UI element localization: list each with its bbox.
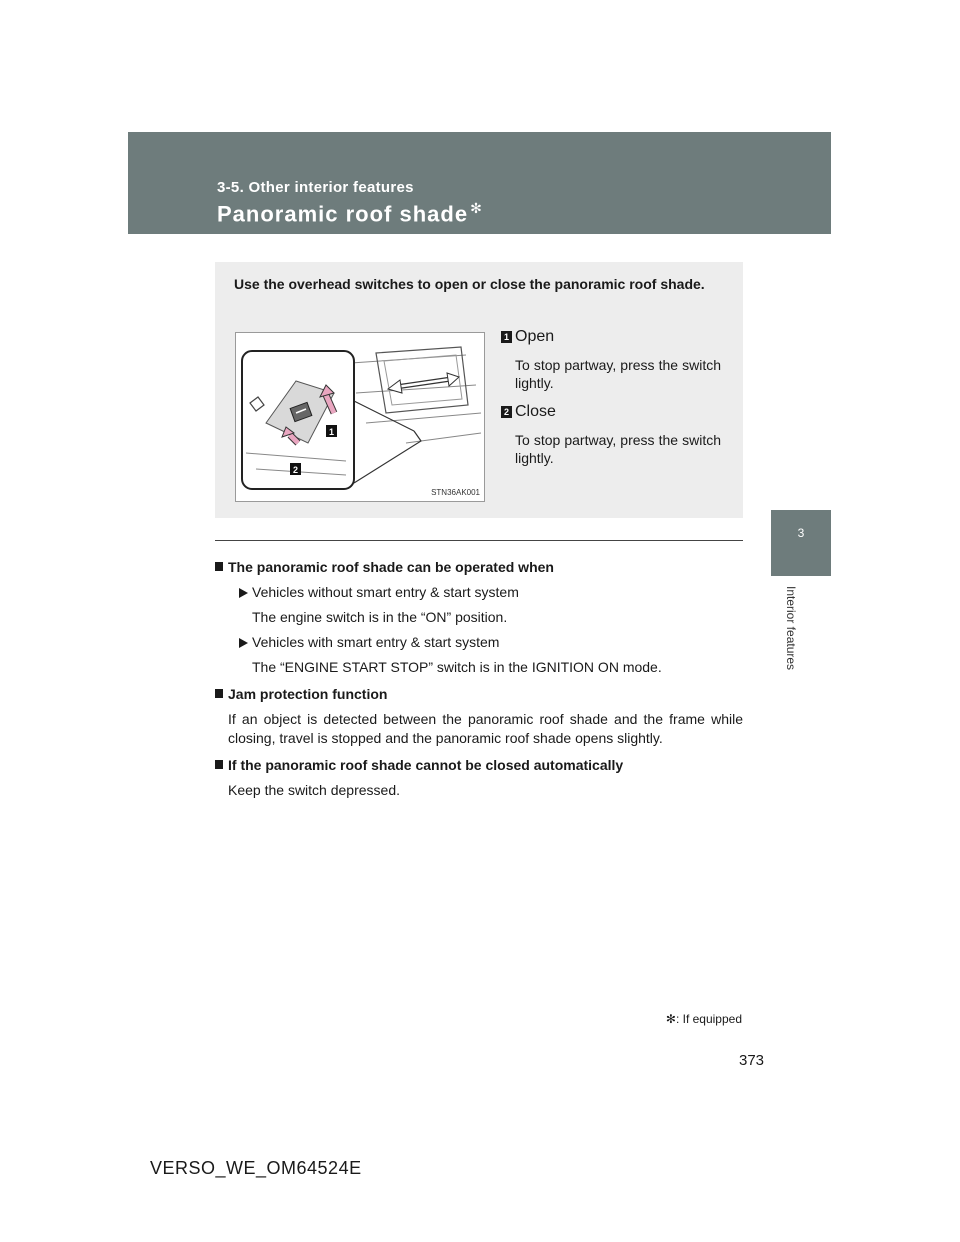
svg-text:1: 1 bbox=[328, 427, 335, 437]
step-number-badge: 2 bbox=[501, 406, 512, 418]
step-open-heading bbox=[501, 328, 721, 346]
step-close-heading bbox=[501, 403, 721, 421]
roof-switch-illustration bbox=[235, 332, 485, 502]
overhead-switch-drawing bbox=[236, 333, 484, 501]
chapter-label: Interior features bbox=[784, 586, 798, 671]
step-close bbox=[501, 403, 721, 467]
footnote-text: : If equipped bbox=[675, 1012, 742, 1026]
note-heading-jam-protection: Jam protection function bbox=[215, 685, 743, 704]
step-open-label: Open bbox=[515, 328, 555, 345]
intro-text: Use the overhead switches to open or close the panoramic roof shade. bbox=[234, 276, 705, 292]
chapter-tab: 3 bbox=[771, 510, 831, 576]
note-heading-manual-close: If the panoramic roof shade cannot be closed automatically bbox=[215, 756, 743, 775]
footnote bbox=[666, 1012, 742, 1026]
note-text-jam-protection: If an object is detected between the panoramic roof shade and the frame while closing, travel is stopped and the panoramic roof shade opens slightly. bbox=[228, 711, 743, 746]
equipped-mark: ✻ bbox=[470, 200, 483, 216]
note-text-ignition-on: The “ENGINE START STOP” switch is in the IGNITION ON mode. bbox=[252, 659, 662, 675]
figure-code: STN36AK001 bbox=[431, 488, 480, 497]
section-divider bbox=[215, 540, 743, 541]
page-number: 373 bbox=[739, 1052, 765, 1069]
step-open-description: To stop partway, press the switch lightly. bbox=[515, 357, 721, 391]
note-text-engine-switch: The engine switch is in the “ON” position. bbox=[252, 609, 508, 625]
page-title-text: Panoramic roof shade bbox=[217, 201, 469, 227]
note-sub-with-smart-entry: Vehicles with smart entry & start system bbox=[215, 633, 743, 652]
svg-text:2: 2 bbox=[292, 465, 299, 475]
footnote-mark: ✻ bbox=[665, 1012, 676, 1026]
section-label: 3-5. Other interior features bbox=[217, 179, 414, 196]
note-text-manual-close: Keep the switch depressed. bbox=[228, 782, 400, 798]
intro-box bbox=[215, 262, 743, 518]
page-header bbox=[128, 132, 831, 234]
step-close-description: To stop partway, press the switch lightly. bbox=[515, 432, 721, 466]
document-code: VERSO_WE_OM64524E bbox=[150, 1158, 362, 1178]
note-sub-without-smart-entry: Vehicles without smart entry & start system bbox=[215, 583, 743, 602]
page-title bbox=[217, 200, 483, 227]
notes-section bbox=[215, 558, 743, 800]
note-heading-operation: The panoramic roof shade can be operated when bbox=[215, 558, 743, 577]
step-open bbox=[501, 328, 721, 392]
step-close-label: Close bbox=[515, 403, 556, 420]
step-number-badge: 1 bbox=[501, 331, 512, 343]
